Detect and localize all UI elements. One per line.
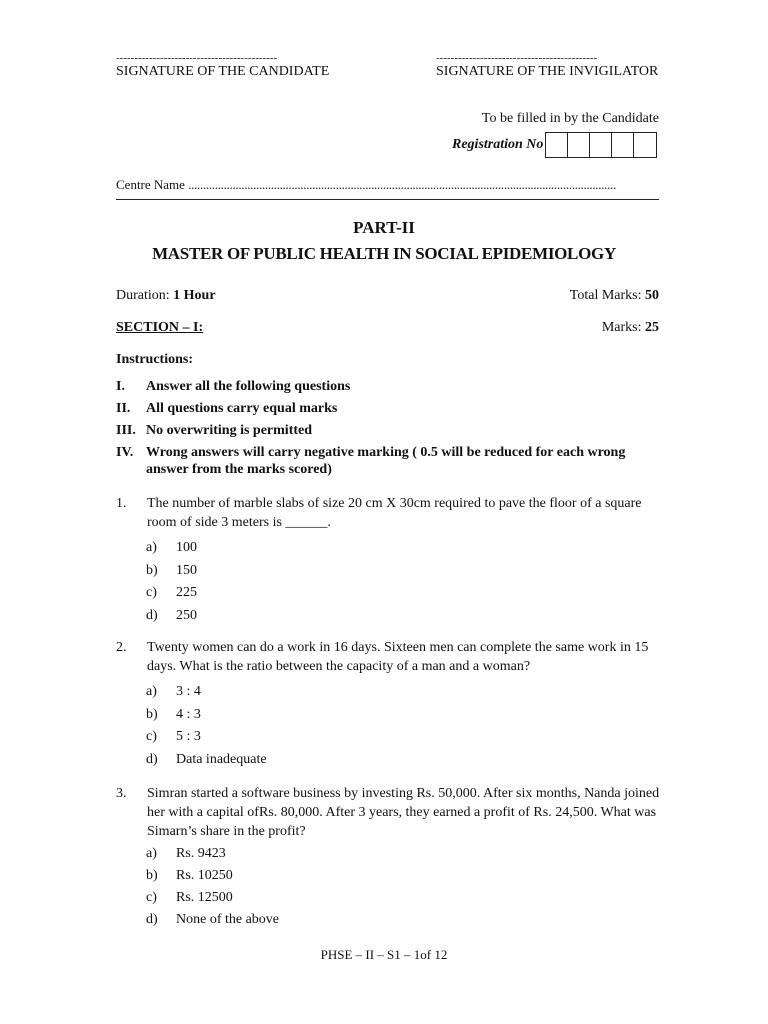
section-marks [602, 320, 659, 336]
registration-number-boxes[interactable] [545, 132, 657, 158]
option-label: a) [146, 684, 157, 699]
registration-digit-box[interactable] [568, 133, 590, 157]
total-marks-label: Total Marks: [569, 288, 642, 303]
instruction-text: All questions carry equal marks [146, 401, 338, 416]
instruction-number: I. [116, 379, 125, 394]
option-label: d) [146, 751, 158, 767]
candidate-signature-label: SIGNATURE OF THE CANDIDATE [116, 64, 330, 79]
option-label: b) [146, 868, 158, 883]
answer-option[interactable] [146, 750, 446, 773]
question-stem [116, 494, 661, 532]
question-number: 1. [116, 496, 127, 511]
option-label: d) [146, 607, 158, 623]
total-marks [570, 288, 659, 304]
section-marks-value: 25 [645, 320, 659, 335]
option-label: a) [146, 540, 157, 555]
option-text: Data inadequate [176, 751, 267, 767]
option-label: b) [146, 706, 158, 722]
option-text: None of the above [176, 912, 280, 927]
answer-option[interactable] [146, 888, 446, 910]
invigilator-signature-label: SIGNATURE OF THE INVIGILATOR [436, 64, 659, 79]
duration [116, 288, 216, 304]
question-text: Twenty women can do a work in 16 days. Sixteen men can complete the same work in 15 days. What is the ratio between the capacity of a man and a woman? [147, 640, 649, 674]
option-text: 225 [176, 585, 197, 600]
answer-option[interactable] [146, 682, 446, 705]
section-heading: SECTION – I: [116, 320, 204, 335]
registration-digit-box[interactable] [590, 133, 612, 157]
instruction-text: Wrong answers will carry negative marking ( 0.5 will be reduced for each wrong answer from the marks scored) [146, 445, 626, 477]
option-text: 5 : 3 [176, 729, 201, 744]
answer-option[interactable] [146, 866, 446, 888]
option-label: d) [146, 912, 158, 927]
question-stem [116, 784, 661, 841]
invigilator-signature-line: -------------------------------------------- [436, 52, 598, 64]
candidate-signature-line: -------------------------------------------- [116, 52, 278, 64]
registration-digit-box[interactable] [612, 133, 634, 157]
instruction-item [116, 400, 661, 417]
option-text: 4 : 3 [176, 706, 201, 722]
page-footer: PHSE – II – S1 – 1of 12 [320, 947, 448, 962]
instructions-heading: Instructions: [116, 352, 194, 367]
option-text: Rs. 9423 [176, 846, 226, 861]
option-text: 150 [176, 562, 197, 578]
duration-value: 1 Hour [173, 288, 216, 303]
filled-by-note: To be filled in by the Candidate [481, 111, 659, 126]
question-text: The number of marble slabs of size 20 cm X 30cm required to pave the floor of a square room of side 3 meters is ______. [147, 496, 642, 530]
centre-name-label: Centre Name [116, 177, 185, 192]
answer-option[interactable] [146, 538, 446, 561]
total-marks-value: 50 [645, 288, 659, 303]
answer-option[interactable] [146, 727, 446, 750]
question-3 [116, 784, 661, 841]
option-label: c) [146, 729, 157, 744]
answer-option[interactable] [146, 561, 446, 584]
registration-block [452, 132, 657, 158]
option-text: 3 : 4 [176, 684, 201, 699]
option-text: 100 [176, 540, 197, 555]
duration-label: Duration: [116, 288, 170, 303]
question-stem [116, 638, 661, 676]
instruction-item [116, 444, 661, 478]
option-text: 250 [176, 607, 197, 623]
question-number: 2. [116, 640, 127, 655]
centre-name-dots: ................................................................................................................................................. [188, 177, 616, 192]
question-number: 3. [116, 786, 127, 801]
registration-label: Registration No [452, 137, 544, 152]
answer-option[interactable] [146, 705, 446, 728]
option-label: c) [146, 585, 157, 600]
question-2 [116, 638, 661, 676]
option-text: Rs. 12500 [176, 890, 233, 905]
option-label: b) [146, 562, 158, 578]
instruction-item [116, 378, 661, 395]
question-1-options [146, 538, 446, 628]
option-label: a) [146, 846, 157, 861]
instruction-text: Answer all the following questions [146, 379, 351, 394]
subject-title: MASTER OF PUBLIC HEALTH IN SOCIAL EPIDEMIOLOGY [152, 244, 616, 263]
question-1 [116, 494, 661, 532]
answer-option[interactable] [146, 910, 446, 932]
instruction-number: III. [116, 423, 136, 438]
question-text: Simran started a software business by investing Rs. 50,000. After six months, Nanda joined her with a capital ofRs. 80,000. After 3 years, they earned a profit of Rs. 24,500. What was Simarn’s share in the profit? [147, 786, 660, 839]
header-divider [116, 199, 659, 200]
instruction-number: II. [116, 401, 131, 416]
option-text: Rs. 10250 [176, 868, 233, 883]
instruction-text: No overwriting is permitted [146, 423, 313, 438]
option-label: c) [146, 890, 157, 905]
instruction-number: IV. [116, 445, 134, 460]
answer-option[interactable] [146, 844, 446, 866]
registration-digit-box[interactable] [634, 133, 656, 157]
part-title: PART-II [353, 218, 415, 237]
instructions-list [116, 378, 661, 483]
centre-name-field [116, 177, 659, 193]
instruction-item [116, 422, 661, 439]
registration-digit-box[interactable] [546, 133, 568, 157]
question-2-options [146, 682, 446, 772]
answer-option[interactable] [146, 583, 446, 606]
section-marks-label: Marks: [601, 320, 642, 335]
question-3-options [146, 844, 446, 932]
answer-option[interactable] [146, 606, 446, 629]
